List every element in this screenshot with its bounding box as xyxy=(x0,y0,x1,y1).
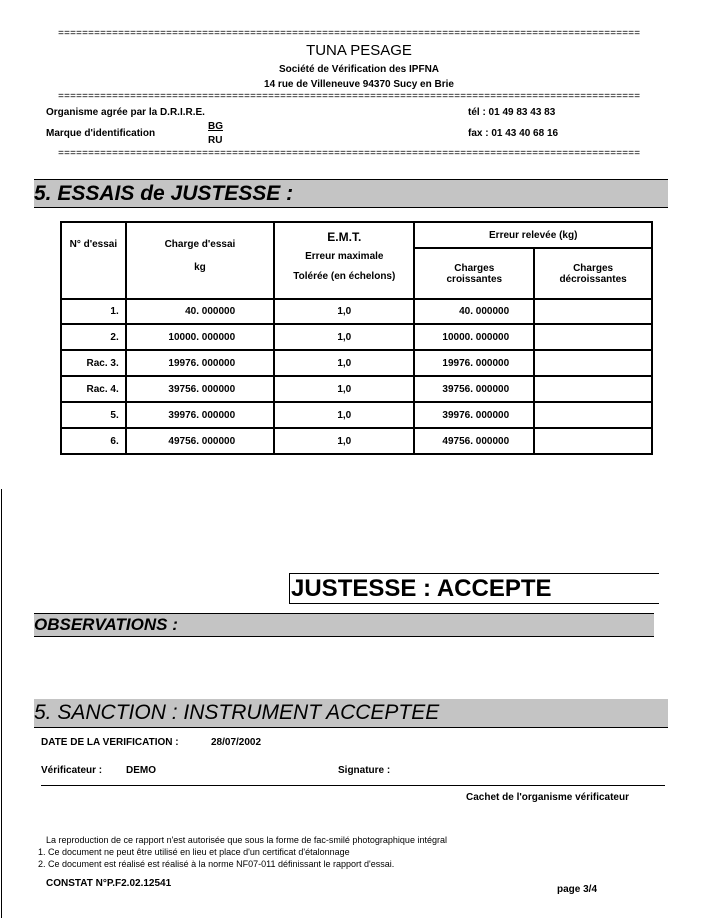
table-row xyxy=(61,299,652,324)
separator-line: ================================================================================================= xyxy=(58,93,641,103)
row-emt: 1,0 xyxy=(274,402,414,428)
telephone: tél : 01 49 83 43 83 xyxy=(468,107,556,118)
observations-title-text: OBSERVATIONS : xyxy=(34,615,178,634)
row-charge: 39976. 000000 xyxy=(126,402,274,428)
sanction-title xyxy=(34,699,668,728)
row-num: 6. xyxy=(61,428,126,454)
table-row xyxy=(61,376,652,402)
row-emt: 1,0 xyxy=(274,428,414,454)
row-charge: 49756. 000000 xyxy=(126,428,274,454)
observations-title xyxy=(34,613,654,637)
row-decroissantes xyxy=(534,428,652,454)
date-label: DATE DE LA VERIFICATION : xyxy=(41,737,179,748)
sanction-title-text: 5. SANCTION : INSTRUMENT ACCEPTEE xyxy=(34,701,440,724)
header-num-text: N° d'essai xyxy=(69,239,118,250)
row-croissantes: 39756. 000000 xyxy=(414,376,534,402)
marque-top: BG xyxy=(208,121,223,132)
row-charge: 39756. 000000 xyxy=(126,376,274,402)
row-croissantes: 40. 000000 xyxy=(414,299,534,324)
reproduction-notice: La reproduction de ce rapport n'est autorisée que sous la forme de fac-smilé photographique intégral xyxy=(46,835,447,845)
row-num: 5. xyxy=(61,402,126,428)
row-emt: 1,0 xyxy=(274,376,414,402)
row-num: Rac. 3. xyxy=(61,350,126,376)
row-croissantes: 39976. 000000 xyxy=(414,402,534,428)
row-charge: 40. 000000 xyxy=(126,299,274,324)
verdict-box xyxy=(289,573,659,604)
table-row xyxy=(61,324,652,350)
signature-label: Signature : xyxy=(338,765,391,776)
header-emt-line3: Tolérée (en échelons) xyxy=(293,271,396,282)
table-row xyxy=(61,350,652,376)
row-emt: 1,0 xyxy=(274,299,414,324)
row-decroissantes xyxy=(534,376,652,402)
header-charge-line1: Charge d'essai xyxy=(164,239,236,250)
company-name: TUNA PESAGE xyxy=(306,42,412,59)
row-emt: 1,0 xyxy=(274,324,414,350)
table-row xyxy=(61,402,652,428)
row-charge: 10000. 000000 xyxy=(126,324,274,350)
signature-divider xyxy=(41,785,665,786)
header-erreur xyxy=(414,222,652,248)
cachet-label: Cachet de l'organisme vérificateur xyxy=(466,792,629,803)
row-charge: 19976. 000000 xyxy=(126,350,274,376)
row-num: 2. xyxy=(61,324,126,350)
header-emt-line1: E.M.T. xyxy=(327,230,362,244)
header-num xyxy=(61,222,126,299)
row-num: 1. xyxy=(61,299,126,324)
row-croissantes: 49756. 000000 xyxy=(414,428,534,454)
row-emt: 1,0 xyxy=(274,350,414,376)
section-essais-title-text: 5. ESSAIS de JUSTESSE : xyxy=(34,182,294,205)
row-croissantes: 10000. 000000 xyxy=(414,324,534,350)
footnote-2: 2. Ce document est réalisé est réalisé à la norme NF07-011 définissant le rapport d'essai. xyxy=(38,859,395,869)
header-croissantes xyxy=(414,248,534,299)
row-decroissantes xyxy=(534,350,652,376)
row-croissantes: 19976. 000000 xyxy=(414,350,534,376)
row-decroissantes xyxy=(534,402,652,428)
header-decroissantes-text: Charges décroissantes xyxy=(559,262,627,285)
verificateur-label: Vérificateur : xyxy=(41,765,103,776)
header-croissantes-text: Charges croissantes xyxy=(446,262,503,285)
separator-line: ================================================================================================= xyxy=(58,30,641,40)
marque-bottom: RU xyxy=(208,135,223,146)
header-charge-line2: kg xyxy=(194,262,206,273)
header-emt-line2: Erreur maximale xyxy=(305,251,384,262)
table-row xyxy=(61,428,652,454)
footnote-1: 1. Ce document ne peut être utilisé en lieu et place d'un certificat d'étalonnage xyxy=(38,847,350,857)
separator-line: ================================================================================================= xyxy=(58,150,641,160)
page-number: page 3/4 xyxy=(557,884,598,895)
row-num: Rac. 4. xyxy=(61,376,126,402)
society-name: Société de Vérification des IPFNA xyxy=(278,64,440,75)
verdict-text: JUSTESSE : ACCEPTE xyxy=(291,575,552,602)
marque-label: Marque d'identification xyxy=(46,128,156,139)
organisme-label: Organisme agrée par la D.R.I.R.E. xyxy=(46,107,205,118)
essais-table xyxy=(60,221,653,455)
section-essais-title xyxy=(34,179,668,208)
header-emt xyxy=(274,222,414,299)
header-decroissantes xyxy=(534,248,652,299)
verificateur-value: DEMO xyxy=(126,765,156,776)
company-address: 14 rue de Villeneuve 94370 Sucy en Brie xyxy=(264,79,454,90)
date-value: 28/07/2002 xyxy=(211,737,262,748)
constat-number: CONSTAT N°P.F2.02.12541 xyxy=(46,878,172,889)
row-decroissantes xyxy=(534,324,652,350)
row-decroissantes xyxy=(534,299,652,324)
header-erreur-text: Erreur relevée (kg) xyxy=(489,229,578,241)
fax: fax : 01 43 40 68 16 xyxy=(468,128,559,139)
margin-line xyxy=(1,489,2,918)
header-charge xyxy=(126,222,274,299)
